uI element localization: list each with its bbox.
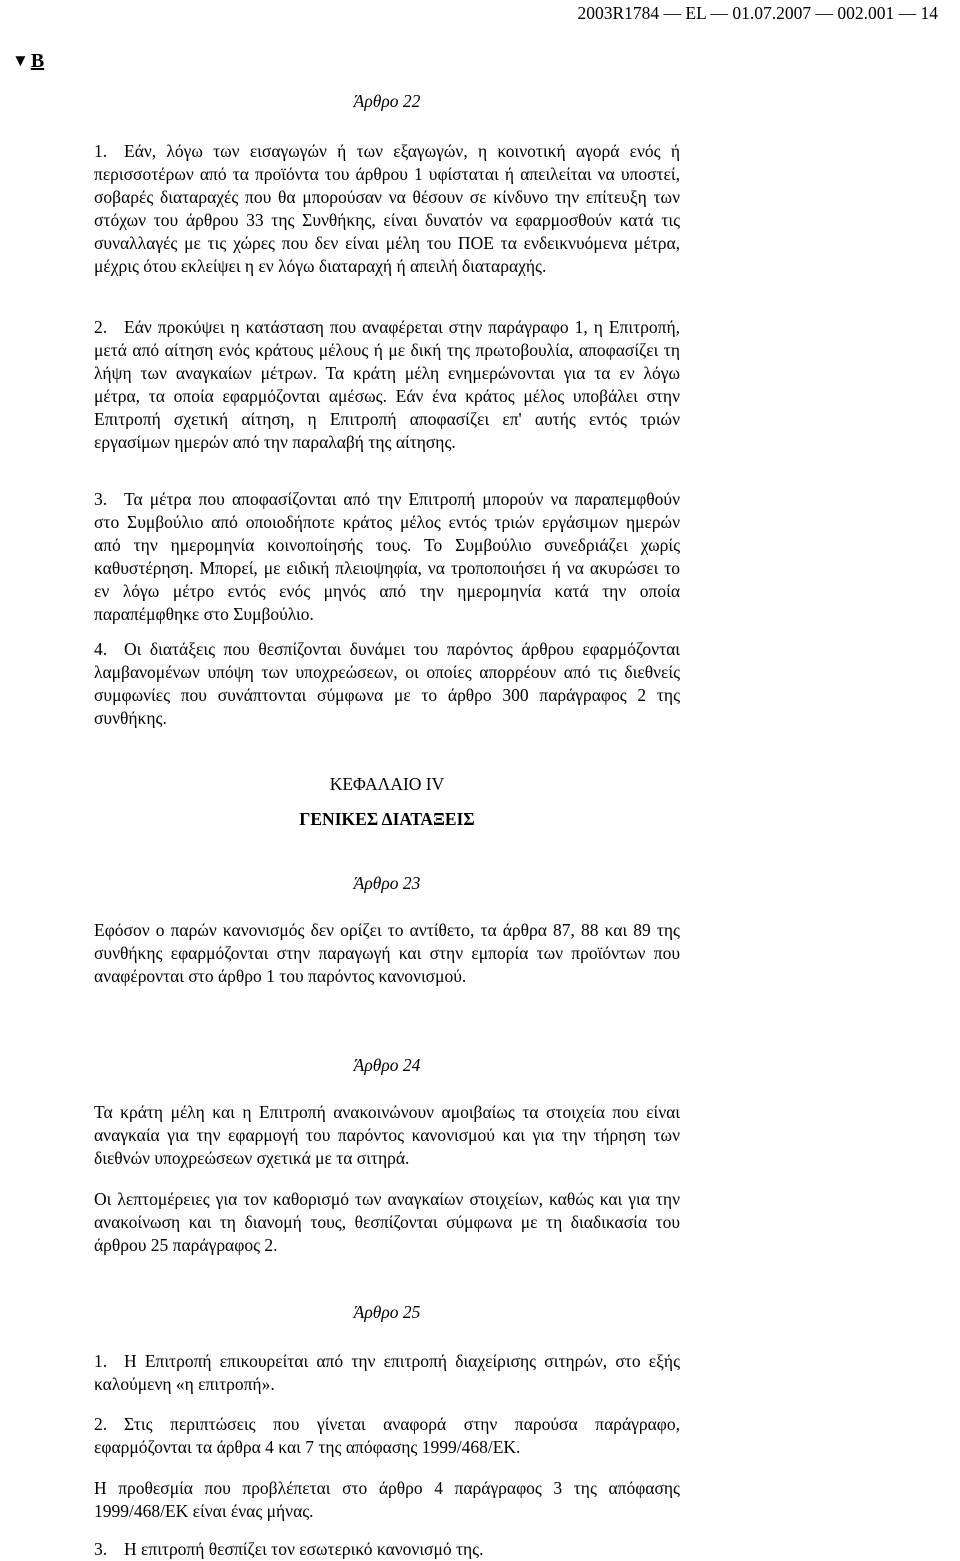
- article-25-paragraph-1: [94, 1350, 680, 1396]
- document-reference-header: 2003R1784 — EL — 01.07.2007 — 002.001 — 14: [577, 3, 938, 23]
- article-23-paragraph-1: [94, 919, 680, 988]
- paragraph-number: 2.: [94, 1414, 108, 1434]
- article-24-paragraph-1: [94, 1101, 680, 1170]
- article-25-title: Άρθρο 25: [353, 1302, 421, 1322]
- chapter-title: ΓΕΝΙΚΕΣ ΔΙΑΤΑΞΕΙΣ: [299, 809, 475, 829]
- paragraph-number: 3.: [94, 1539, 108, 1559]
- paragraph-text: Εάν, λόγω των εισαγωγών ή των εξαγωγών, η κοινοτική αγορά ενός ή περισσοτέρων από τα προϊόντα του άρθρου 1 υφίσταται ή απειλείται να υποστεί, σοβαρές διαταραχές που θα μπορούσαν να θέσουν σε κίνδυνο την επίτευξη των στόχων του άρθρου 33 της Συνθήκης, είναι δυνατόν να εφαρμοσθούν κατά τις συναλλαγές με τις χώρες που δεν είναι μέλη του ΠΟΕ τα ενδεικνυόμενα μέτρα, μέχρις ότου εκλείψει η εν λόγω διαταραχή ή απειλή διαταραχής.: [94, 141, 680, 276]
- paragraph-number: 2.: [94, 317, 108, 337]
- paragraph-number: 1.: [94, 141, 108, 161]
- paragraph-number: 1.: [94, 1351, 108, 1371]
- article-25-paragraph-2: [94, 1413, 680, 1459]
- paragraph-text: Η προθεσμία που προβλέπεται στο άρθρο 4 παράγραφος 3 της απόφασης 1999/468/ΕΚ είναι ένας μήνας.: [94, 1478, 680, 1521]
- paragraph-number: 3.: [94, 489, 108, 509]
- chapter-number: ΚΕΦΑΛΑΙΟ IV: [329, 774, 445, 794]
- triangle-down-icon: ▼: [12, 51, 29, 70]
- article-22-paragraph-2: [94, 316, 680, 454]
- marker-letter-link[interactable]: B: [30, 50, 45, 72]
- article-22-paragraph-3: [94, 488, 680, 626]
- paragraph-text: Η επιτροπή θεσπίζει τον εσωτερικό κανονισμό της.: [124, 1539, 484, 1559]
- paragraph-text: Στις περιπτώσεις που γίνεται αναφορά στην παρούσα παράγραφο, εφαρμόζονται τα άρθρα 4 και 7 της απόφασης 1999/468/ΕΚ.: [94, 1414, 680, 1457]
- amendment-marker: [12, 48, 44, 74]
- article-25-paragraph-3: [94, 1538, 680, 1561]
- article-22-title: Άρθρο 22: [353, 91, 421, 111]
- paragraph-text: Οι λεπτομέρειες για τον καθορισμό των αναγκαίων στοιχείων, καθώς και για την ανακοίνωση και τη διανομή τους, θεσπίζονται σύμφωνα με τη διαδικασία του άρθρου 25 παράγραφος 2.: [94, 1189, 680, 1255]
- article-24-title: Άρθρο 24: [353, 1055, 421, 1075]
- paragraph-text: Εάν προκύψει η κατάσταση που αναφέρεται στην παράγραφο 1, η Επιτροπή, μετά από αίτηση ενός κράτους μέλους ή με δική της πρωτοβουλία, αποφασίζει τη λήψη των αναγκαίων μέτρων. Τα κράτη μέλη ενημερώνονται για τα εν λόγω μέτρα, τα οποία εφαρμόζονται αμέσως. Εάν ένα κράτος μέλος υποβάλει στην Επιτροπή σχετική αίτηση, η Επιτροπή αποφασίζει επ' αυτής εντός τριών εργασίμων ημερών από την παραλαβή της αίτησης.: [94, 317, 680, 452]
- paragraph-text: Οι διατάξεις που θεσπίζονται δυνάμει του παρόντος άρθρου εφαρμόζονται λαμβανομένων υπόψη των υποχρεώσεων, οι οποίες απορρέουν από τις διεθνείς συμφωνίες που συνάπτονται σύμφωνα με το άρθρο 300 παράγραφος 2 της συνθήκης.: [94, 639, 680, 728]
- paragraph-text: Τα μέτρα που αποφασίζονται από την Επιτροπή μπορούν να παραπεμφθούν στο Συμβούλιο από οποιοδήποτε κράτος μέλος εντός τριών εργάσιμων ημερών από την ημερομηνία κοινοποίησής τους. Το Συμβούλιο συνεδριάζει χωρίς καθυστέρηση. Μπορεί, με ειδική πλειοψηφία, να τροποποιήσει ή να ακυρώσει το εν λόγω μέτρο εντός ενός μηνός από την ημερομηνία κατά την οποία παραπέμφθηκε στο Συμβούλιο.: [94, 489, 680, 624]
- article-22-paragraph-1: [94, 140, 680, 278]
- paragraph-text: Τα κράτη μέλη και η Επιτροπή ανακοινώνουν αμοιβαίως τα στοιχεία που είναι αναγκαία για την εφαρμογή του παρόντος κανονισμού και για την τήρηση των διεθνών υποχρεώσεων σχετικά με τα σιτηρά.: [94, 1102, 680, 1168]
- article-22-paragraph-4: [94, 638, 680, 730]
- paragraph-text: Η Επιτροπή επικουρείται από την επιτροπή διαχείρισης σιτηρών, στο εξής καλούμενη «η επιτροπή».: [94, 1351, 680, 1394]
- article-23-title: Άρθρο 23: [353, 873, 421, 893]
- article-24-paragraph-2: [94, 1188, 680, 1257]
- article-25-paragraph-2b: [94, 1477, 680, 1523]
- paragraph-text: Εφόσον ο παρών κανονισμός δεν ορίζει το αντίθετο, τα άρθρα 87, 88 και 89 της συνθήκης εφαρμόζονται στην παραγωγή και στην εμπορία των προϊόντων που αναφέρονται στο άρθρο 1 του παρόντος κανονισμού.: [94, 920, 680, 986]
- paragraph-number: 4.: [94, 639, 108, 659]
